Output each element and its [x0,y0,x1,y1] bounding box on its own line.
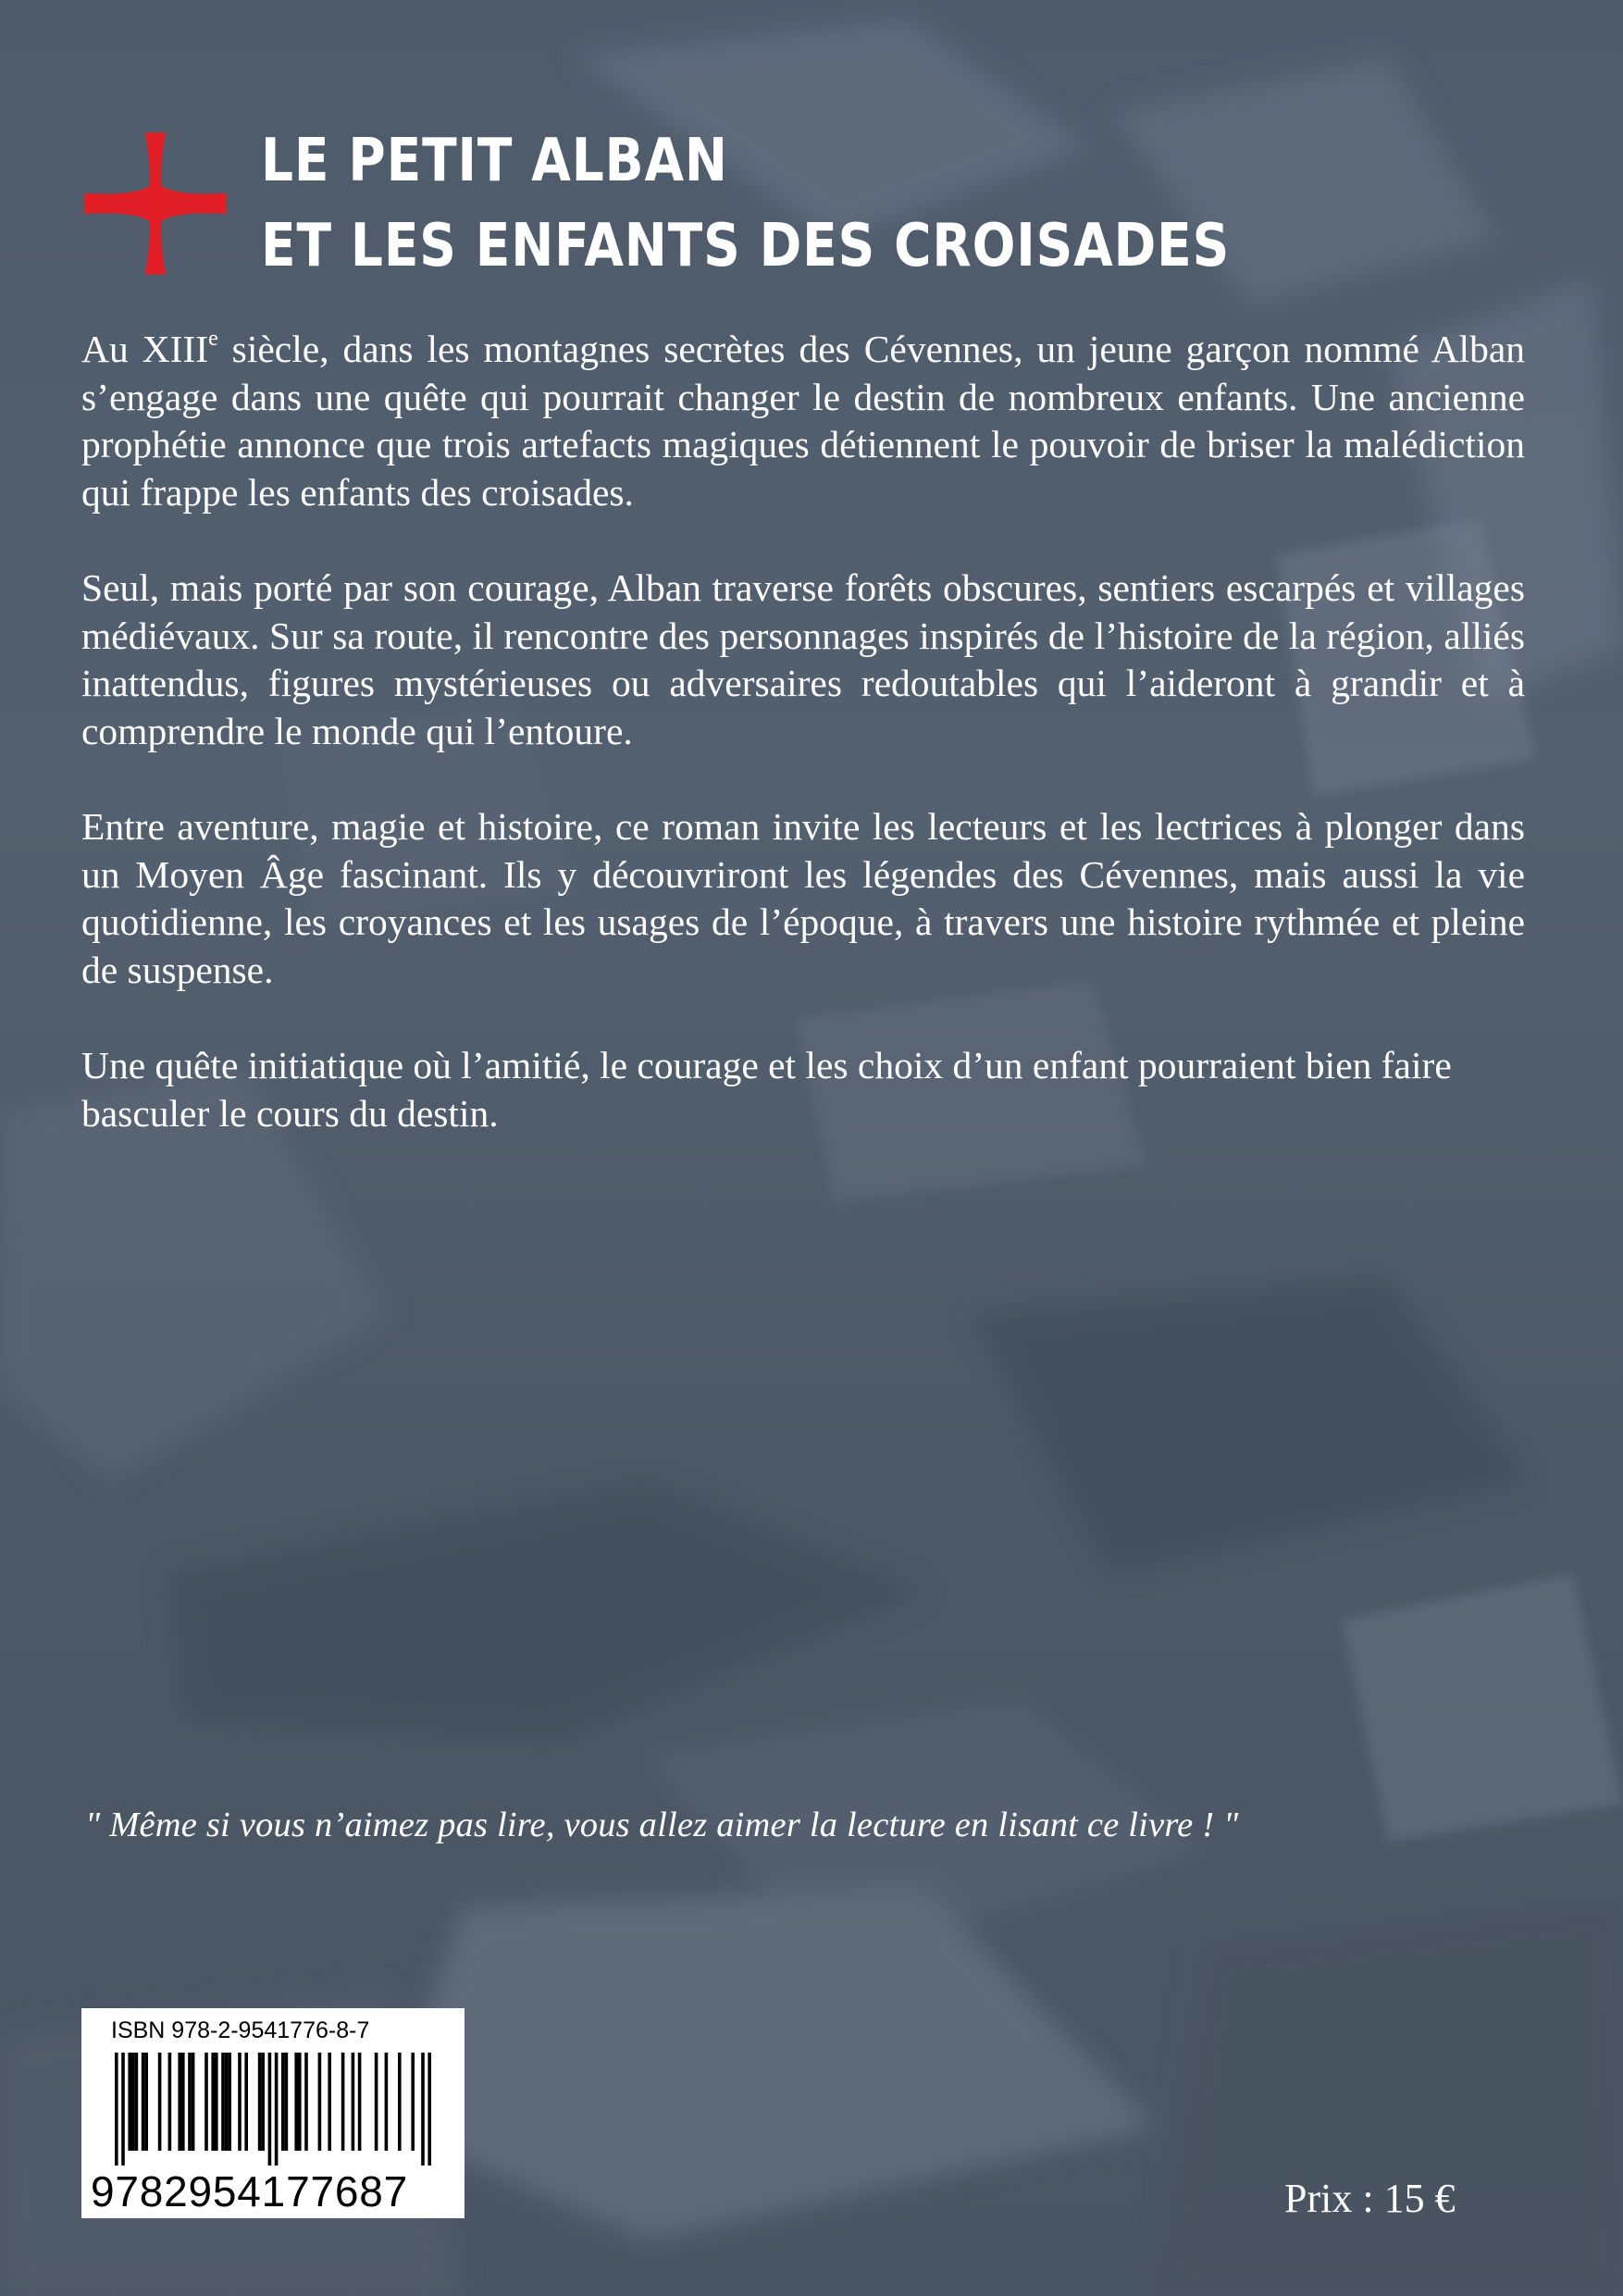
barcode-bar [258,2053,262,2151]
barcode-bar [385,2053,389,2151]
barcode-bar [215,2053,218,2151]
barcode-bar [261,2053,265,2151]
barcode-bar [304,2053,308,2151]
barcode-bar [318,2053,322,2151]
barcode-guard-bar [427,2053,431,2166]
barcode-guard-bar [115,2053,118,2166]
book-title-line-1: LE PETIT ALBAN [261,127,728,195]
barcode-bar [135,2053,139,2151]
book-title-line-2: ET LES ENFANTS DES CROISADES [261,212,1231,280]
barcode-bar [178,2053,181,2151]
barcode-bar [411,2053,415,2151]
barcode-bar [188,2053,192,2151]
barcode-bar [294,2053,298,2151]
barcode-bar [244,2053,248,2151]
barcode-bar [298,2053,302,2151]
barcode-bar [238,2053,242,2151]
barcode-bar [192,2053,195,2151]
synopsis-paragraph-2: Seul, mais porté par son courage, Alban traverse forêts obscures, sentiers escarpés et villages médiévaux. Sur sa route, il rencontre des personnages inspirés de l’histoire de la région, alliés inattendus, figures mystérieuses ou adversaires redoutables qui l’aideront à grandir et à comprendre le monde qui l’entoure. [81,566,1525,752]
price: Prix : 15 € [1284,2176,1456,2221]
isbn-label: ISBN 978-2-9541776-8-7 [111,2017,370,2043]
barcode-bar [142,2053,145,2151]
barcode-number: 9782954177687 [91,2167,408,2215]
barcode-bar [285,2053,289,2151]
barcode-guard-bar [268,2053,272,2166]
barcode-bar [228,2053,231,2151]
barcode-bar [211,2053,215,2151]
barcode-bar [131,2053,135,2151]
barcode-bar [204,2053,208,2151]
barcode-bar [225,2053,229,2151]
templar-cross-icon [81,130,229,278]
barcode-block [81,2008,465,2218]
barcode-bar [341,2053,345,2151]
barcode-bar [128,2053,131,2151]
barcode-bar [221,2053,225,2151]
barcode-bar [181,2053,185,2151]
barcode-guard-bar [275,2053,279,2166]
century-prefix: Au XIII [81,328,209,370]
synopsis-paragraph-4: Une quête initiatique où l’amitié, le courage et les choix d’un enfant pourraient bien faire basculer le cours du destin. [81,1044,1452,1135]
barcode-guard-bar [121,2053,125,2166]
barcode [115,2053,431,2166]
barcode-bar [281,2053,285,2151]
barcode-bar [158,2053,162,2151]
barcode-bar [398,2053,402,2151]
barcode-bar [375,2053,378,2151]
paragraph-1-text: siècle, dans les montagnes secrètes des Cévennes, un jeune garçon nommé Alban s’engage dans une quête qui pourrait changer le destin de nombreux enfants. Une ancienne prophétie annonce que trois artefacts magiques détiennent le pouvoir de briser la malédiction qui frappe les enfants des croisades. [81,328,1525,514]
barcode-bar [328,2053,331,2151]
synopsis-paragraph-3: Entre aventure, magie et histoire, ce roman invite les lecteurs et les lectrices à plonger dans un Moyen Âge fascinant. Ils y découvriront les légendes des Cévennes, mais aussi la vie quotidienne, les croyances et les usages de l’époque, à travers une histoire rythmée et pleine de suspense. [81,805,1525,991]
reader-quote: " Même si vous n’aimez pas lire, vous allez aimer la lecture en lisant ce livre ! " [85,1806,1239,1844]
synopsis-paragraph-1 [81,326,1525,516]
barcode-guard-bar [421,2053,425,2166]
century-superscript: e [208,327,218,351]
barcode-bar [358,2053,362,2151]
barcode-bar [168,2053,172,2151]
barcode-bar [352,2053,355,2151]
synopsis [81,326,1525,1185]
barcode-bar [144,2053,148,2151]
